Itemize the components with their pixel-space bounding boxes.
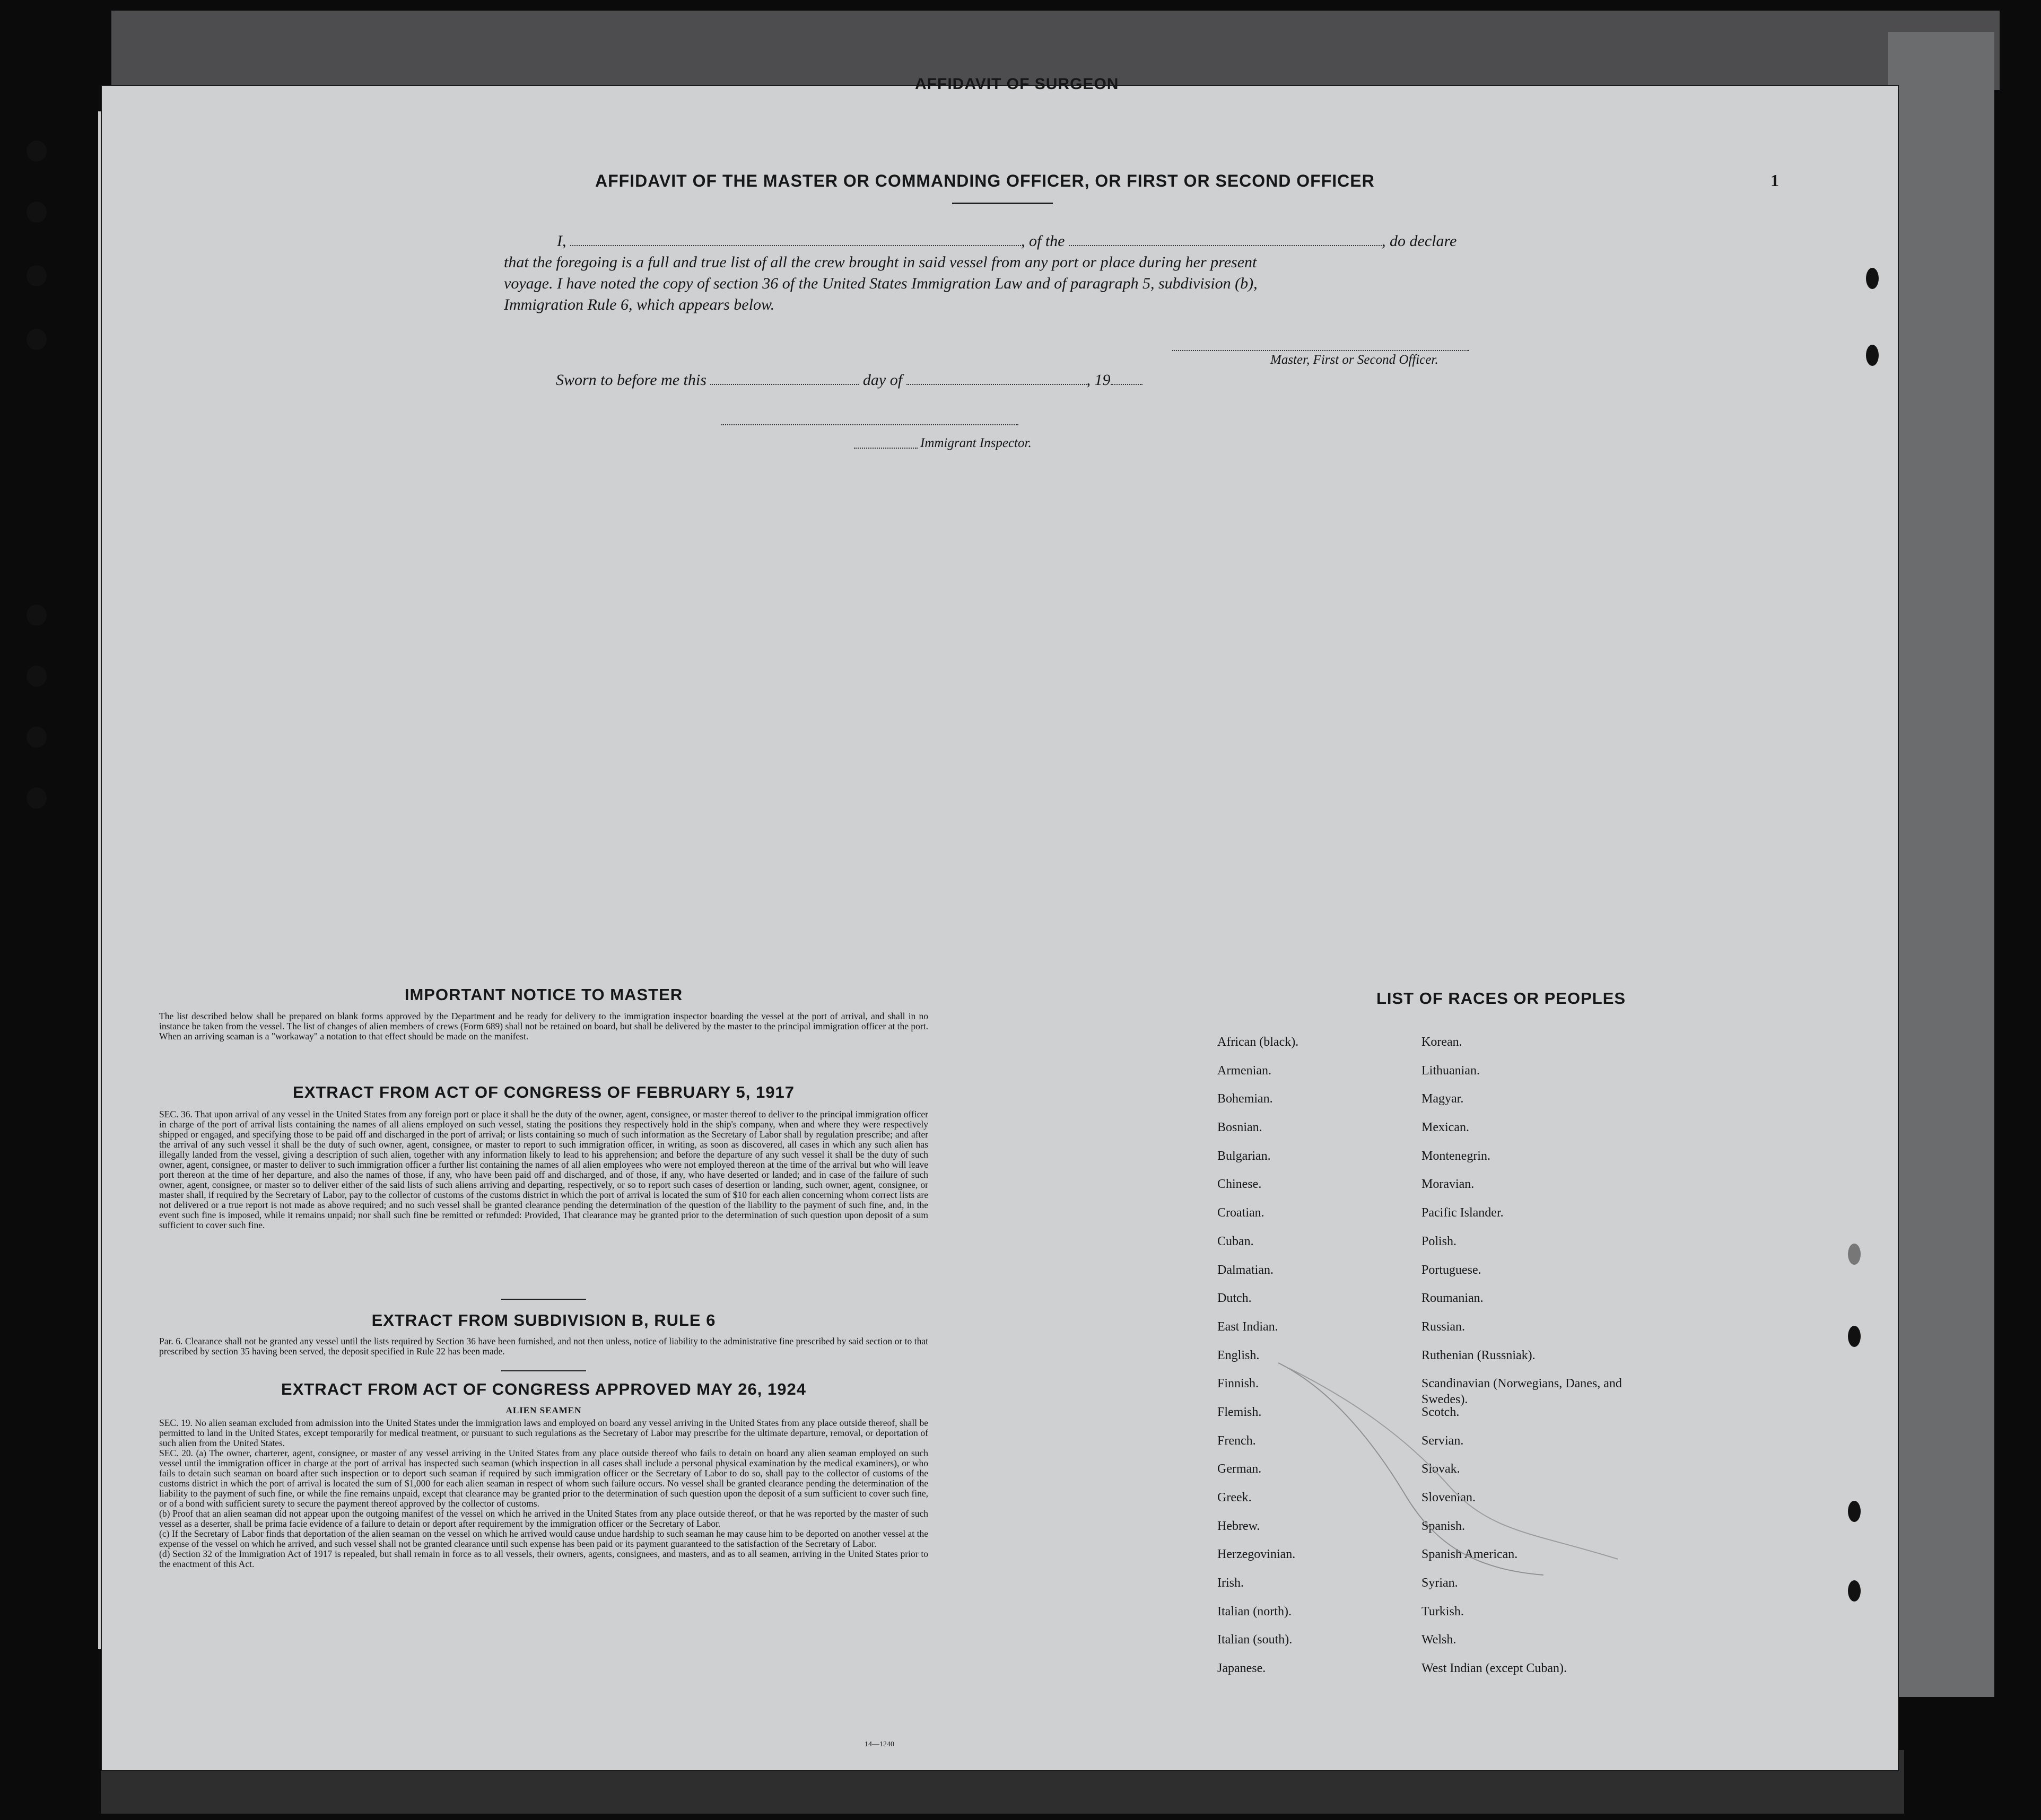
race-item: West Indian (except Cuban). — [1421, 1661, 1567, 1676]
sworn-year-blank[interactable] — [1111, 384, 1142, 385]
binder-hole — [1848, 1501, 1861, 1522]
race-item: Croatian. — [1217, 1206, 1264, 1220]
race-item: Servian. — [1421, 1433, 1464, 1448]
race-item: Bosnian. — [1217, 1121, 1262, 1135]
sworn-line — [556, 371, 1142, 389]
race-item: German. — [1217, 1462, 1262, 1476]
race-item: Mexican. — [1421, 1121, 1469, 1135]
race-item: Slovak. — [1421, 1462, 1460, 1476]
race-item: Dalmatian. — [1217, 1263, 1274, 1277]
sworn-day-of: day of — [862, 371, 903, 389]
extract-1924-p5: (d) Section 32 of the Immigration Act of 1917 is repealed, but shall remain in force as to all vessels, their owners, agents, consignees, and masters, and as to all seamen, arriving in the United States prior to the enactment of this Act. — [159, 1548, 928, 1569]
inspector-signature-line[interactable] — [721, 424, 1018, 425]
binder-hole — [1848, 1244, 1861, 1265]
extract-1917-body: SEC. 36. That upon arrival of any vessel in the United States from any foreign port or place it shall be the duty of the owner, agent, consignee, or master thereof to deliver to the principal immigration officer in charge of the port of arrival lists containing the names of all aliens employed on such vessel, stating the positions they respectively hold in the ship's company, when and where they were respectively shipped or engaged, and specifying those to be paid off and discharged in the port of arrival; or lists containing so much of such information as the Secretary of Labor shall by regulation prescribe; and after the arrival of any such vessel it shall be the duty of such owner, agent, consignee, or master to report to such immigration officer, in writing, as soon as discovered, all cases in which any such alien has illegally landed from the vessel, giving a description of such alien, together with any information likely to lead to his apprehension; and before the departure of any such vessel it shall be the duty of such owner, agent, consignee, or master to deliver to such immigration officer a further list containing the names of all alien employees who were not employed thereon at the time of the arrival but who will leave port thereon at the time of her departure, and also the names of those, if any, who have been paid off and discharged, and of those, if any, who have deserted or landed; and in case of the failure of such owner, agent, consignee, or master so to deliver either of the said lists of such aliens arriving and departing, respectively, or so to report such cases of desertion or landing, such owner, agent, consignee, or master shall, if required by the Secretary of Labor, pay to the collector of customs of the customs district in which the port of arrival is located the sum of $10 for each alien concerning whom correct lists are not delivered or a true report is not made as above required; and no such vessel shall be granted clearance pending the determination of the question of the liability to the payment of such fine, and, in the event such fine is imposed, while it remains unpaid; nor shall such fine be remitted or refunded: Provided, That clearance may be granted prior to the determination of such question upon deposit of a sum sufficient to cover such fine. — [159, 1109, 928, 1230]
race-item: Portuguese. — [1421, 1263, 1481, 1277]
binder-hole — [1848, 1326, 1861, 1347]
extract-1924-subtitle: ALIEN SEAMEN — [505, 1405, 582, 1415]
decl-of-the: , of the — [1021, 232, 1065, 250]
inspector-label: Immigrant Inspector. — [920, 436, 1032, 450]
binder-hole — [27, 329, 47, 350]
sworn-text: Sworn to before me this — [556, 371, 706, 389]
extract-1924-body — [159, 1418, 928, 1569]
master-signature-label: Master, First or Second Officer. — [1270, 353, 1438, 367]
declaration-line-3: voyage. I have noted the copy of section 36 of the United States Immigration Law and of paragraph 5, subdivision (b), — [504, 275, 1258, 292]
sworn-day-blank[interactable] — [710, 384, 859, 385]
race-item: Syrian. — [1421, 1576, 1458, 1590]
race-item: Dutch. — [1217, 1291, 1252, 1306]
page-mark: 1 — [1770, 171, 1779, 190]
extract-1924-p1: SEC. 19. No alien seaman excluded from admission into the United States under the immigration laws and employed on board any vessel arriving in the United States from any place outside thereof, shall be permitted to land in the United States, except temporarily for medical treatment, or pursuant to such regulations as the Secretary of Labor may prescribe for the ultimate departure, removal, or deportation of such alien from the United States. — [159, 1418, 928, 1448]
sworn-month-blank[interactable] — [906, 384, 1087, 385]
binder-hole — [1866, 268, 1879, 289]
race-item: Chinese. — [1217, 1177, 1262, 1192]
top-label: AFFIDAVIT OF SURGEON — [915, 75, 1119, 93]
binder-hole — [27, 605, 47, 626]
race-item: Lithuanian. — [1421, 1063, 1480, 1078]
under-sheet-right — [1888, 32, 1994, 1697]
race-item: Korean. — [1421, 1035, 1462, 1049]
race-item: Finnish. — [1217, 1377, 1259, 1391]
bleed-through-text — [419, 143, 1692, 164]
binder-hole — [27, 202, 47, 223]
extract-rule6-body: Par. 6. Clearance shall not be granted any vessel until the lists required by Section 36 have been furnished, and not then unless, notice of liability to the administrative fine prescribed by said section or to that prescribed by section 35 having been served, the deposit specified in Rule 22 has been made. — [159, 1336, 928, 1357]
binder-hole — [27, 788, 47, 809]
race-item: Bohemian. — [1217, 1092, 1273, 1106]
race-item: Greek. — [1217, 1491, 1252, 1504]
race-item: Armenian. — [1217, 1063, 1271, 1078]
race-item: African (black). — [1217, 1035, 1299, 1049]
name-blank[interactable] — [570, 245, 1021, 246]
notice-body: The list described below shall be prepared on blank forms approved by the Department and be ready for delivery to the immigration inspector boarding the vessel at the port of arrival, and shall in no instance be taken from the vessel. The list of changes of alien members of crews (Form 689) shall not be retained on board, but shall be delivered by the master to the principal immigration officer at the port. When an arriving seaman is a "workaway" a notation to that effect should be made on the manifest. — [159, 1011, 928, 1042]
divider-2 — [501, 1370, 586, 1371]
extract-1924-p3: (b) Proof that an alien seaman did not appear upon the outgoing manifest of the vessel on which he arrived in the United States from any place outside thereof, or that he was reported by the master of such vessel as a deserter, shall be prima facie evidence of a failure to detain or deport after requirement by the immigration officer or the Secretary of Labor. — [159, 1508, 928, 1529]
extract-1924-p2: SEC. 20. (a) The owner, charterer, agent, consignee, or master of any vessel arriving in the United States from any place outside thereof who fails to detain on board any alien seaman employed on such vessel until the immigration officer in charge at the port of arrival has inspected such seaman (which inspection in all cases shall include a personal physical examination by the medical examiners), or who fails to detain such seaman on board after such inspection or to deport such seaman if required by such immigration officer or the Secretary of Labor to do so, shall pay to the collector of customs of the customs district in which the port of arrival is located the sum of $1,000 for each alien seaman in respect of whom such failure occurs. No vessel shall be granted clearance pending the determination of the liability to the payment of such fine, or while the fine remains unpaid, except that clearance may be granted prior to the determination of such question upon the deposit of a sum sufficient to cover such fine, or of a bond with sufficient surety to secure the payment thereof approved by the collector of customs. — [159, 1448, 928, 1509]
race-item: Japanese. — [1217, 1661, 1266, 1676]
declaration-line-4: Immigration Rule 6, which appears below. — [504, 296, 775, 313]
race-item: Welsh. — [1421, 1633, 1456, 1647]
race-item: Hebrew. — [1217, 1519, 1260, 1533]
race-item: Scandinavian (Norwegians, Danes, and Swedes). — [1421, 1377, 1622, 1407]
document-page — [101, 75, 1899, 1771]
vessel-blank[interactable] — [1069, 245, 1382, 246]
notice-title: IMPORTANT NOTICE TO MASTER — [404, 985, 683, 1004]
race-item: Irish. — [1217, 1576, 1244, 1590]
divider-1 — [501, 1299, 586, 1300]
race-item: Slovenian. — [1421, 1491, 1476, 1504]
race-item: Scotch. — [1421, 1405, 1460, 1419]
decl-declare: , do declare — [1382, 232, 1457, 250]
sworn-year: , 19 — [1086, 371, 1111, 389]
title-rule — [952, 203, 1053, 204]
binder-hole — [27, 727, 47, 748]
decl-i: I, — [557, 232, 566, 250]
race-item: Russian. — [1421, 1319, 1466, 1334]
race-item: Ruthenian (Russniak). — [1421, 1348, 1536, 1362]
affidavit-title: AFFIDAVIT OF THE MASTER OR COMMANDING OFFICER, OR FIRST OR SECOND OFFICER — [595, 171, 1375, 190]
declaration-line-1 — [557, 232, 1618, 250]
binder-hole — [27, 666, 47, 687]
race-item: Roumanian. — [1421, 1291, 1484, 1306]
race-item: Bulgarian. — [1217, 1149, 1271, 1163]
extract-1924-title: EXTRACT FROM ACT OF CONGRESS APPROVED MAY 26, 1924 — [281, 1380, 806, 1398]
race-item: English. — [1217, 1348, 1260, 1362]
race-item: East Indian. — [1217, 1319, 1278, 1334]
pencil-strokes — [1268, 1358, 1639, 1580]
race-item: Turkish. — [1421, 1604, 1464, 1618]
race-item: Flemish. — [1217, 1405, 1262, 1419]
binder-hole — [27, 265, 47, 286]
races-title: LIST OF RACES OR PEOPLES — [1376, 989, 1626, 1008]
extract-1924-p4: (c) If the Secretary of Labor finds that deportation of the alien seaman on the vessel on which he arrived would cause undue hardship to such seaman he may cause him to be deported on another vessel at the expense of the vessel on which he arrived, and such vessel shall not be granted clearance until such expense has been paid or its payment guaranteed to the satisfaction of the Secretary of Labor. — [159, 1528, 928, 1549]
race-item: Italian (north). — [1217, 1604, 1292, 1618]
master-signature-line[interactable] — [1172, 350, 1469, 351]
race-item: Polish. — [1421, 1234, 1457, 1248]
extract-1917-title: EXTRACT FROM ACT OF CONGRESS OF FEBRUARY 5, 1917 — [293, 1083, 795, 1101]
binder-hole — [27, 141, 47, 162]
race-item: French. — [1217, 1433, 1256, 1448]
race-item: Pacific Islander. — [1421, 1206, 1504, 1220]
binder-hole — [1866, 345, 1879, 366]
inspector-dots — [854, 448, 918, 449]
race-item: Spanish. — [1421, 1519, 1466, 1533]
race-item: Moravian. — [1421, 1177, 1475, 1192]
race-item: Herzegovinian. — [1217, 1547, 1296, 1562]
race-item: Montenegrin. — [1421, 1149, 1490, 1163]
race-item: Spanish American. — [1421, 1547, 1518, 1562]
extract-rule6-title: EXTRACT FROM SUBDIVISION B, RULE 6 — [371, 1311, 716, 1329]
form-number: 14—1240 — [865, 1740, 894, 1748]
race-item: Italian (south). — [1217, 1633, 1293, 1647]
declaration-line-2: that the foregoing is a full and true list of all the crew brought in said vessel from any port or place during her present — [504, 253, 1257, 271]
race-item: Magyar. — [1421, 1092, 1464, 1106]
binder-hole — [1848, 1580, 1861, 1602]
race-item: Cuban. — [1217, 1234, 1254, 1248]
